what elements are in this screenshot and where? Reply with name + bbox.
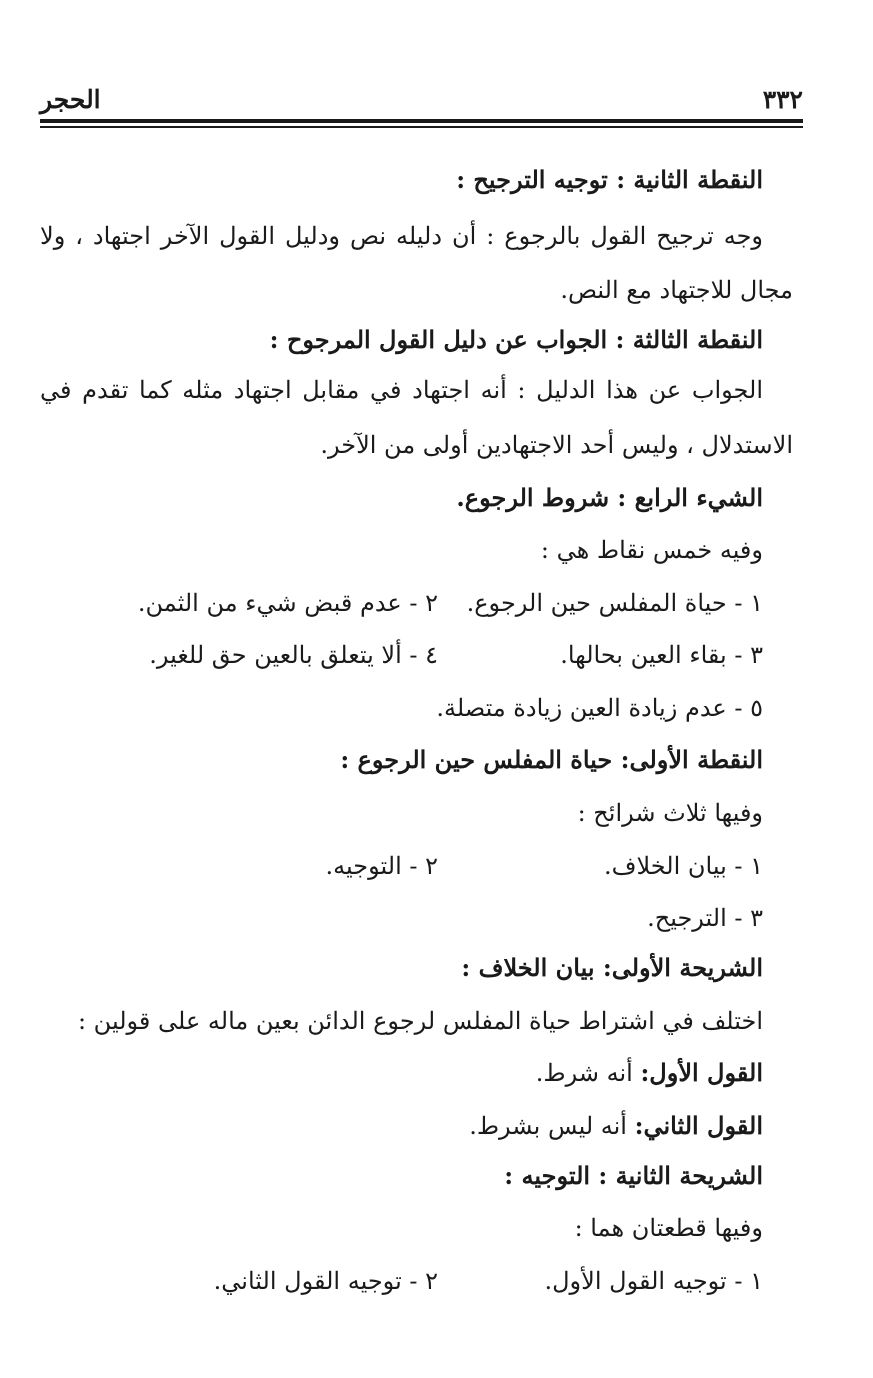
thing4-intro: وفيه خمس نقاط هي : <box>540 536 763 564</box>
list-item: ٢ - توجيه القول الثاني. <box>213 1267 438 1295</box>
point2-heading: النقطة الثانية : توجيه الترجيح : <box>456 165 763 194</box>
paragraph-line: وجه ترجيح القول بالرجوع : أن دليله نص ودليل القول الآخر اجتهاد ، ولا <box>40 222 763 250</box>
slice2-heading: الشريحة الثانية : التوجيه : <box>504 1161 763 1190</box>
list-item: ١ - بيان الخلاف. <box>603 852 763 880</box>
header-rule-thin <box>40 126 803 128</box>
page-number: ٣٣٢ <box>762 84 803 114</box>
opinion2-label: القول الثاني: <box>634 1111 763 1140</box>
point3-heading: النقطة الثالثة : الجواب عن دليل القول المرجوح : <box>269 325 763 354</box>
list-item: ١ - توجيه القول الأول. <box>544 1267 763 1295</box>
page-header <box>40 82 803 116</box>
list-item: ٣ - بقاء العين بحالها. <box>560 641 763 669</box>
opinion1-text: أنه شرط. <box>535 1059 633 1087</box>
opinion2-text: أنه ليس بشرط. <box>469 1112 627 1140</box>
list-item: ٤ - ألا يتعلق بالعين حق للغير. <box>149 641 438 669</box>
header-rule-thick <box>40 119 803 123</box>
slice2-intro: وفيها قطعتان هما : <box>574 1214 763 1242</box>
point1-intro: وفيها ثلاث شرائح : <box>577 799 763 827</box>
list-item: ٢ - عدم قبض شيء من الثمن. <box>137 589 438 617</box>
paragraph-line: اختلف في اشتراط حياة المفلس لرجوع الدائن بعين ماله على قولين : <box>77 1007 763 1035</box>
thing4-heading: الشيء الرابع : شروط الرجوع. <box>456 483 763 512</box>
chapter-title: الحجر <box>40 84 101 114</box>
opinion2 <box>469 1108 763 1144</box>
list-item: ٣ - الترجيح. <box>647 904 763 932</box>
opinion1-label: القول الأول: <box>640 1058 763 1087</box>
paragraph-line: مجال للاجتهاد مع النص. <box>560 276 793 304</box>
slice1-heading: الشريحة الأولى: بيان الخلاف : <box>461 953 763 982</box>
point1-heading: النقطة الأولى: حياة المفلس حين الرجوع : <box>340 745 763 774</box>
paragraph-line: الاستدلال ، وليس أحد الاجتهادين أولى من الآخر. <box>320 431 793 459</box>
list-item: ١ - حياة المفلس حين الرجوع. <box>466 589 763 617</box>
list-item: ٥ - عدم زيادة العين زيادة متصلة. <box>436 694 763 722</box>
list-item: ٢ - التوجيه. <box>325 852 438 880</box>
opinion1 <box>536 1055 763 1091</box>
paragraph-line: الجواب عن هذا الدليل : أنه اجتهاد في مقابل اجتهاد مثله كما تقدم في <box>40 376 763 404</box>
